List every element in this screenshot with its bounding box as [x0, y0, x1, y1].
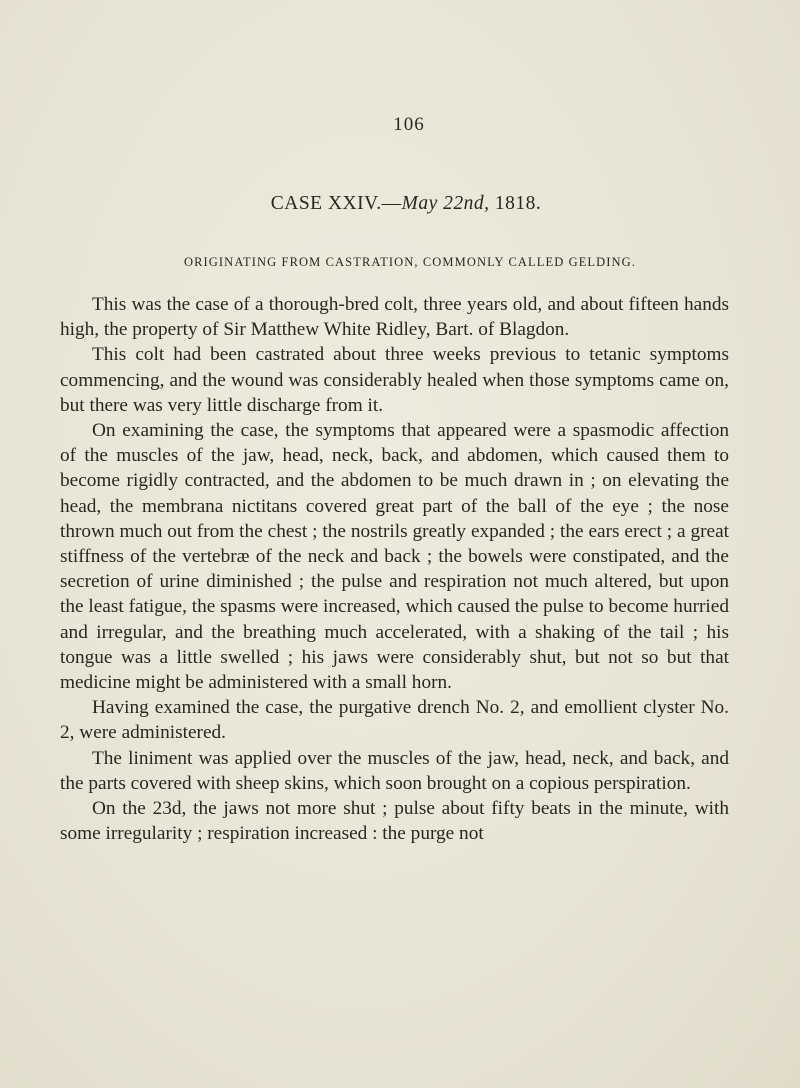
paragraph: On examining the case, the symptoms that appeared were a spasmodic affection of the muscles of the jaw, head, neck, back, and abdomen, which caused them to become rigidly contracted, and the abdomen to be much drawn in ; on elevating the head, the membrana nictitans covered great part of the ball of the eye ; the nose thrown much out from the chest ; the nostrils greatly expanded ; the ears erect ; a great stiffness of the vertebræ of the neck and back ; the bowels were constipated, and the secretion of urine diminished ; the pulse and respiration not much altered, but upon the least fatigue, the spasms were increased, which caused the pulse to become hurried and irregular, and the breathing much accelerated, with a shaking of the tail ; his tongue was a little swelled ; his jaws were considerably shut, but not so but that medicine might be administered with a small horn. [60, 420, 729, 694]
body-text [60, 292, 729, 846]
case-date: May 22nd, [401, 193, 490, 214]
page-number: 106 [393, 114, 425, 135]
paragraph: The liniment was applied over the muscles of the jaw, head, neck, and back, and the parts covered with sheep skins, which soon brought on a copious perspiration. [60, 747, 729, 794]
paragraph: This was the case of a thorough-bred colt, three years old, and about fifteen hands high, the property of Sir Matthew White Ridley, Bart. of Blagdon. [60, 294, 729, 341]
paragraph: This colt had been castrated about three weeks previous to tetanic symptoms commencing, and the wound was considerably healed when those symptoms came on, but there was very little discharge from it. [60, 344, 729, 416]
case-title: CASE XXIV.— [270, 193, 402, 214]
case-heading [0, 193, 800, 215]
case-year: 1818. [489, 193, 542, 214]
case-subheading: ORIGINATING FROM CASTRATION, COMMONLY CALLED GELDING. [183, 255, 637, 269]
paragraph: Having examined the case, the purgative drench No. 2, and emollient clyster No. 2, were administered. [60, 697, 729, 744]
paragraph: On the 23d, the jaws not more shut ; pulse about fifty beats in the minute, with some irregularity ; respiration increased : the purge not [60, 798, 729, 845]
